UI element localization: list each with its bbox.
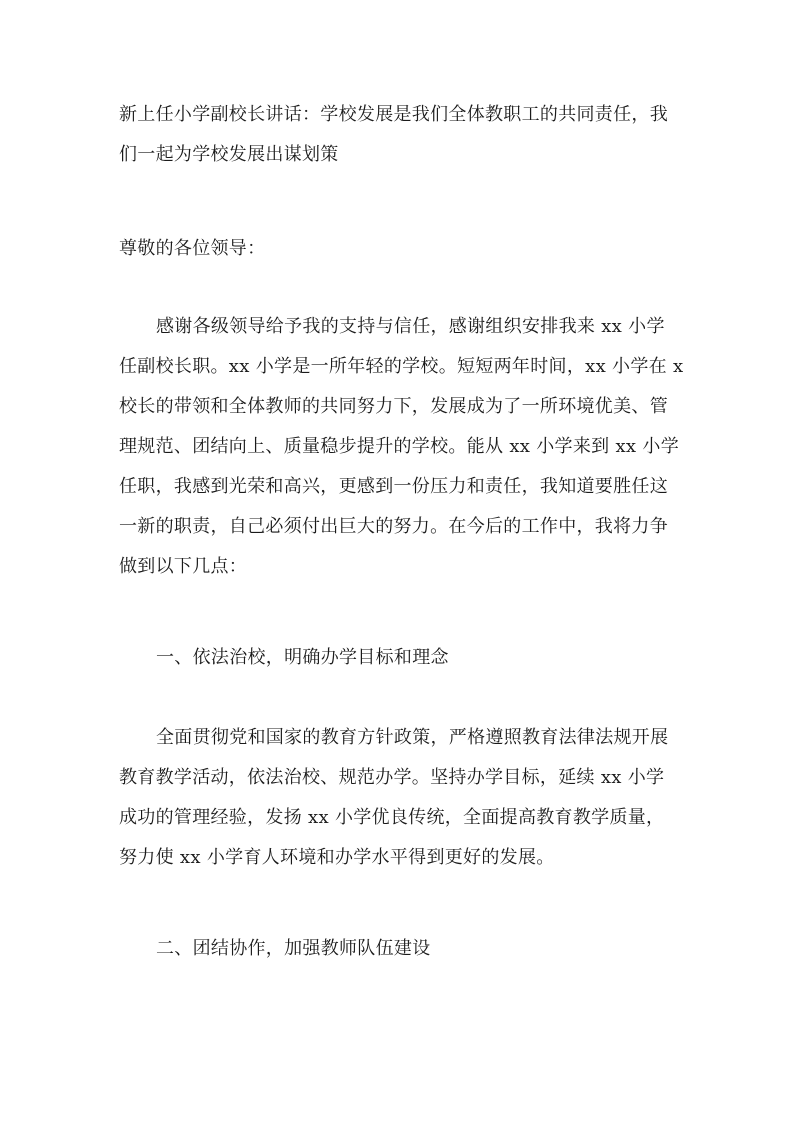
section-2-heading: 二、团结协作，加强教师队伍建设	[156, 938, 431, 959]
intro-line: 感谢各级领导给予我的支持与信任，感谢组织安排我来 xx 小学	[156, 316, 665, 337]
section-1-line: 全面贯彻党和国家的教育方针政策，严格遵照教育法律法规开展	[156, 727, 669, 748]
salutation: 尊敬的各位领导：	[119, 238, 266, 259]
section-1-heading: 一、依法治校，明确办学目标和理念	[156, 647, 449, 668]
section-1-line: 成功的管理经验，发扬 xx 小学优良传统，全面提高教育教学质量，	[119, 807, 665, 828]
intro-line: 做到以下几点：	[119, 556, 248, 577]
intro-line: 一新的职责，自己必须付出巨大的努力。在今后的工作中，我将力争	[119, 516, 668, 537]
section-1-line: 教育教学活动，依法治校、规范办学。坚持办学目标，延续 xx 小学	[119, 767, 665, 788]
intro-line: 任职，我感到光荣和高兴，更感到一份压力和责任，我知道要胜任这	[119, 476, 668, 497]
intro-line: 任副校长职。xx 小学是一所年轻的学校。短短两年时间，xx 小学在 x	[119, 356, 684, 377]
intro-line: 校长的带领和全体教师的共同努力下，发展成为了一所环境优美、管	[119, 396, 668, 417]
document-title-line-2: 们一起为学校发展出谋划策	[119, 144, 339, 165]
document-title-line-1: 新上任小学副校长讲话：学校发展是我们全体教职工的共同责任，我	[119, 104, 668, 125]
intro-line: 理规范、团结向上、质量稳步提升的学校。能从 xx 小学来到 xx 小学	[119, 436, 679, 457]
section-1-line: 努力使 xx 小学育人环境和办学水平得到更好的发展。	[119, 847, 555, 868]
